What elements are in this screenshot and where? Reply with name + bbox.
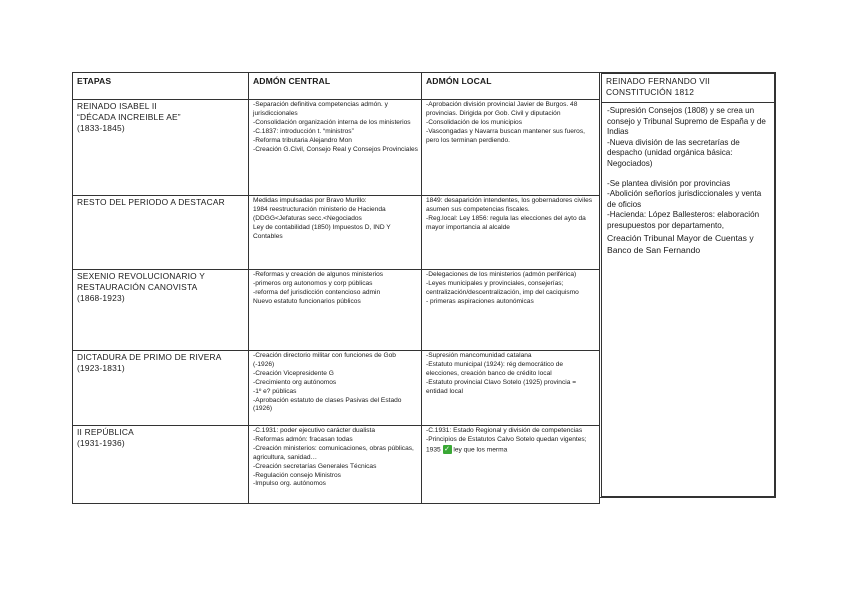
- panel-item: -Hacienda: López Ballesteros: elaboración presupuestos por departamento,: [607, 210, 760, 230]
- local-item: -Supresión mancomunidad catalana: [426, 352, 532, 359]
- etapa-dates: (1931-1936): [77, 438, 125, 448]
- local-item-text: -Principios de Estatutos Calvo Sotelo quedan vigentes; 1935: [426, 435, 587, 454]
- central-cell: [249, 351, 422, 426]
- etapa-cell: [73, 196, 249, 270]
- table-row: [73, 196, 600, 270]
- local-cell: [422, 426, 600, 504]
- etapa-cell: [73, 270, 249, 351]
- local-item-tail: ley que los merma: [453, 446, 508, 454]
- panel-title: REINADO FERNANDO VII: [606, 76, 711, 86]
- local-item: -Leyes municipales y provinciales, consejerías;: [426, 279, 564, 287]
- local-item: - primeras aspiraciones autonómicas: [426, 297, 534, 305]
- panel-subtitle: CONSTITUCIÓN 1812: [606, 87, 695, 97]
- central-item: -Creación Vicepresidente G: [253, 369, 334, 377]
- etapa-dates: (1868-1923): [77, 293, 125, 303]
- central-cell: [249, 100, 422, 196]
- panel-header: [602, 74, 774, 103]
- panel-item: -Abolición señoríos jurisdiccionales y venta de oficios: [607, 189, 762, 209]
- local-cell: [422, 196, 600, 270]
- panel-item: -Se plantea división por provincias: [607, 178, 731, 188]
- etapa-subtitle: “DÉCADA INCREIBLE AE”: [77, 112, 181, 122]
- header-local: ADMÓN LOCAL: [422, 73, 600, 100]
- panel-item: -Supresión Consejos (1808) y se crea un consejo y Tribunal Supremo de España y de Indias: [607, 106, 766, 137]
- fernando-vii-panel: [599, 72, 776, 498]
- panel-body: [602, 103, 774, 256]
- central-item: 1984 reestructuración ministerio de Hacienda (DDGG<Jefaturas secc.<Negociados: [253, 205, 386, 222]
- local-item: centralización/descentralización, imp del caciquismo: [426, 288, 579, 296]
- etapa-cell: [73, 351, 249, 426]
- table-header-row: [73, 73, 600, 100]
- central-item: -reforma def jurisdicción contencioso admin: [253, 288, 381, 296]
- etapa-title: II REPÚBLICA: [77, 427, 134, 437]
- administration-table: [72, 72, 600, 504]
- central-cell: [249, 426, 422, 504]
- etapa-title: REINADO ISABEL II: [77, 101, 157, 111]
- local-item: -Aprobación división provincial Javier de Burgos. 48 provincias. Dirigida por Gob. Civil y diputación: [426, 101, 578, 117]
- central-item: -C.1837: introducción t. “ministros”: [253, 127, 354, 135]
- table-row: [73, 426, 600, 504]
- local-item: -C.1931: Estado Regional y división de competencias: [426, 427, 583, 434]
- comparison-sheet: [72, 72, 776, 498]
- central-item: -Regulación consejo Ministros: [253, 471, 341, 479]
- panel-item: -Nueva división de las secretarías de despacho (unidad orgánica básica: Negociados): [607, 137, 740, 168]
- central-item: -Reforma tributaria Alejandro Mon: [253, 136, 352, 144]
- central-cell: [249, 270, 422, 351]
- local-item: -Delegaciones de los ministerios (admón periférica): [426, 271, 577, 278]
- central-item: -Crecimiento org autónomos: [253, 378, 337, 386]
- central-item: Medidas impulsadas por Bravo Murillo:: [253, 197, 367, 204]
- central-item: -1º e? públicas: [253, 387, 297, 395]
- table-row: [73, 100, 600, 196]
- local-cell: [422, 100, 600, 196]
- panel-spacer: [607, 170, 770, 179]
- central-item: -Creación ministerios: comunicaciones, obras públicas, agricultura, sanidad…: [253, 444, 414, 461]
- table-row: [73, 351, 600, 426]
- local-cell: [422, 351, 600, 426]
- local-item: -Reg.local: Ley 1856: regula las elecciones del ayto da mayor importancia al alcalde: [426, 214, 586, 231]
- local-cell: [422, 270, 600, 351]
- central-item: -C.1931: poder ejecutivo carácter dualista: [253, 427, 376, 434]
- central-item: Ley de contabilidad (1850) Impuestos D, IND Y Contables: [253, 223, 391, 240]
- central-item: -Separación definitiva competencias admón. y jurisdiccionales: [253, 101, 388, 117]
- central-cell: [249, 196, 422, 270]
- central-item: -Reformas admón: fracasan todas: [253, 435, 353, 443]
- panel-item: Creación Tribunal Mayor de Cuentas y Banco de San Fernando: [607, 232, 754, 255]
- central-item: -Impulso org. autónomos: [253, 480, 326, 488]
- central-item: -Creación directorio militar con funciones de Gob (-1926): [253, 352, 396, 368]
- local-item: 1849: desaparición intendentes, los gobernadores civiles asumen sus competencias fiscales.: [426, 197, 593, 213]
- local-item: -Vascongadas y Navarra buscan mantener sus fueros, pero los terminan perdiendo.: [426, 127, 585, 144]
- table-row: [73, 270, 600, 351]
- local-item: -Consolidación de los municipios: [426, 118, 523, 126]
- header-etapas: ETAPAS: [73, 73, 249, 100]
- central-item: Nuevo estatuto funcionarios públicos: [253, 297, 361, 305]
- etapa-dates: (1923-1831): [77, 363, 125, 373]
- central-item: -Reformas y creación de algunos ministerios: [253, 271, 384, 278]
- central-item: -Creación G.Civil, Consejo Real y Consejos Provinciales: [253, 145, 418, 153]
- local-item: [426, 436, 596, 455]
- central-item: -Creación secretarías Generales Técnicas: [253, 462, 377, 470]
- local-item: -Estatuto provincial Clavo Sotelo (1925) provincia = entidad local: [426, 378, 577, 395]
- etapa-cell: [73, 426, 249, 504]
- central-item: -Aprobación estatuto de clases Pasivas del Estado (1926): [253, 396, 402, 413]
- etapa-title: SEXENIO REVOLUCIONARIO Y RESTAURACIÓN CANOVISTA: [77, 271, 205, 292]
- etapa-dates: (1833-1845): [77, 123, 125, 133]
- etapa-cell: [73, 100, 249, 196]
- central-item: -primeros org autonomos y corp públicas: [253, 279, 373, 287]
- central-item: -Consolidación organización interna de los ministerios: [253, 118, 411, 126]
- etapa-title: RESTO DEL PERIODO A DESTACAR: [77, 197, 225, 207]
- etapa-title: DICTADURA DE PRIMO DE RIVERA: [77, 352, 222, 362]
- check-mark-icon: ✓: [444, 444, 450, 453]
- local-item: -Estatuto municipal (1924): rég democrático de elecciones, creación banco de crédito local: [426, 360, 564, 377]
- header-central: ADMÓN CENTRAL: [249, 73, 422, 100]
